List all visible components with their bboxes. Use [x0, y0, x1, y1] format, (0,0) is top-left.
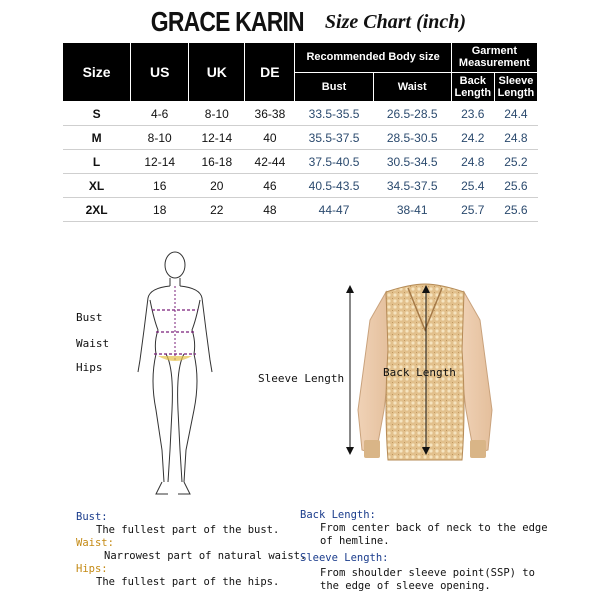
cell-bust: 40.5-43.5	[295, 174, 373, 198]
cell-sleeve: 24.8	[494, 126, 537, 150]
table-row	[63, 174, 538, 198]
body-definitions	[76, 511, 306, 589]
cell-bust: 44-47	[295, 198, 373, 222]
cell-waist: 34.5-37.5	[373, 174, 451, 198]
def-sleeve-desc1: From shoulder sleeve point(SSP) to	[320, 567, 535, 579]
header-de: DE	[245, 43, 295, 102]
def-back-desc2: of hemline.	[320, 535, 390, 547]
figure-label-waist: Waist	[76, 337, 110, 350]
def-back-term: Back Length:	[300, 509, 376, 521]
def-sleeve-term: Sleeve Length:	[300, 552, 389, 564]
header-garment-line1: Garment	[471, 45, 517, 58]
def-waist-term: Waist:	[76, 537, 114, 549]
cell-us: 16	[131, 174, 189, 198]
cell-sleeve: 25.6	[494, 198, 537, 222]
header-back-line1: Back	[459, 74, 486, 87]
figure-label-hips: Hips	[76, 361, 103, 374]
def-waist-desc: Narrowest part of natural waist.	[104, 550, 307, 562]
header-bust: Bust	[295, 72, 373, 102]
cell-bust: 33.5-35.5	[295, 102, 373, 126]
header-uk: UK	[189, 43, 245, 102]
garment-label-sleeve-length: Sleeve Length	[258, 372, 345, 385]
cell-waist: 38-41	[373, 198, 451, 222]
garment-label-back-length: Back Length	[383, 366, 456, 379]
cell-back: 25.7	[451, 198, 494, 222]
header-back-length	[451, 72, 494, 102]
cell-waist: 26.5-28.5	[373, 102, 451, 126]
def-hips-desc: The fullest part of the hips.	[96, 576, 280, 588]
fashion-figure-sketch-icon	[110, 250, 240, 500]
cell-waist: 30.5-34.5	[373, 150, 451, 174]
table-row	[63, 126, 538, 150]
cell-de: 42-44	[245, 150, 295, 174]
cell-size: L	[63, 150, 131, 174]
table-row	[63, 102, 538, 126]
def-hips-term: Hips:	[76, 563, 108, 575]
cell-bust: 37.5-40.5	[295, 150, 373, 174]
figure-label-bust: Bust	[76, 311, 103, 324]
table-row	[63, 198, 538, 222]
cell-back: 25.4	[451, 174, 494, 198]
def-bust-term: Bust:	[76, 511, 108, 523]
cell-de: 46	[245, 174, 295, 198]
def-bust-desc: The fullest part of the bust.	[96, 524, 280, 536]
cell-size: S	[63, 102, 131, 126]
garment-definitions	[300, 509, 548, 593]
header-sleeve-line2: Length	[497, 86, 535, 99]
size-table	[62, 42, 538, 222]
table-row	[63, 150, 538, 174]
cell-size: M	[63, 126, 131, 150]
chart-subtitle: Size Chart (inch)	[324, 10, 467, 33]
header-recommended: Recommended Body size	[295, 43, 451, 73]
cell-bust: 35.5-37.5	[295, 126, 373, 150]
brand-logo: GRACE KARIN	[150, 6, 304, 37]
def-back-desc1: From center back of neck to the edge	[320, 522, 548, 534]
header	[0, 6, 600, 38]
cell-de: 40	[245, 126, 295, 150]
cell-us: 4-6	[131, 102, 189, 126]
def-sleeve-desc2: the edge of sleeve opening.	[320, 580, 491, 592]
cell-sleeve: 25.6	[494, 174, 537, 198]
cell-uk: 22	[189, 198, 245, 222]
cell-us: 8-10	[131, 126, 189, 150]
header-size: Size	[63, 43, 131, 102]
cell-back: 23.6	[451, 102, 494, 126]
header-us: US	[131, 43, 189, 102]
cell-us: 12-14	[131, 150, 189, 174]
cell-sleeve: 25.2	[494, 150, 537, 174]
cell-uk: 8-10	[189, 102, 245, 126]
cell-de: 36-38	[245, 102, 295, 126]
cell-size: 2XL	[63, 198, 131, 222]
cell-us: 18	[131, 198, 189, 222]
cell-size: XL	[63, 174, 131, 198]
cell-uk: 20	[189, 174, 245, 198]
header-garment-line2: Measurement	[458, 57, 530, 70]
header-back-line2: Length	[454, 86, 492, 99]
sleeve-length-arrow-icon	[340, 285, 360, 455]
cell-back: 24.8	[451, 150, 494, 174]
header-waist: Waist	[373, 72, 451, 102]
cell-de: 48	[245, 198, 295, 222]
header-sleeve-line1: Sleeve	[498, 74, 534, 87]
header-sleeve-length	[494, 72, 537, 102]
header-garment	[451, 43, 537, 73]
cell-sleeve: 24.4	[494, 102, 537, 126]
cell-uk: 12-14	[189, 126, 245, 150]
cell-waist: 28.5-30.5	[373, 126, 451, 150]
cell-back: 24.2	[451, 126, 494, 150]
cell-uk: 16-18	[189, 150, 245, 174]
